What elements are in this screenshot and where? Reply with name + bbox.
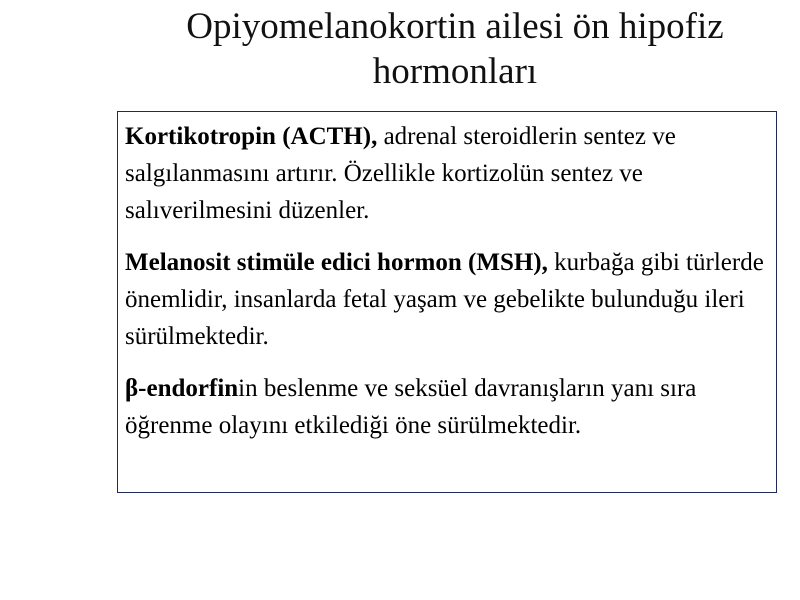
slide-title (150, 4, 760, 94)
paragraph-msh-heading: Melanosit stimüle edici hormon (MSH), (125, 249, 548, 276)
paragraph-endorfin-heading: β-endorfin (125, 375, 239, 402)
paragraph-endorfin (125, 370, 770, 444)
paragraph-acth-text: adrenal steroidlerin sentez ve salgılanmasını artırır. Özellikle kortizolün sentez ve salıverilmesini düzenler. (125, 123, 676, 224)
paragraph-msh-text: kurbağa gibi türlerde önemlidir, insanlarda fetal yaşam ve gebelikte bulunduğu ileri sürülmektedir. (125, 249, 764, 350)
slide-title-line-1: Opiyomelanokortin ailesi ön hipofiz (186, 6, 724, 47)
paragraph-acth (125, 118, 770, 229)
paragraph-msh (125, 244, 770, 355)
paragraph-endorfin-text: in beslenme ve seksüel davranışların yanı sıra öğrenme olayını etkilediği öne sürülmektedir. (125, 375, 697, 439)
content-box (117, 111, 777, 493)
slide-title-line-2: hormonları (372, 51, 538, 92)
paragraph-acth-heading: Kortikotropin (ACTH), (125, 123, 378, 150)
